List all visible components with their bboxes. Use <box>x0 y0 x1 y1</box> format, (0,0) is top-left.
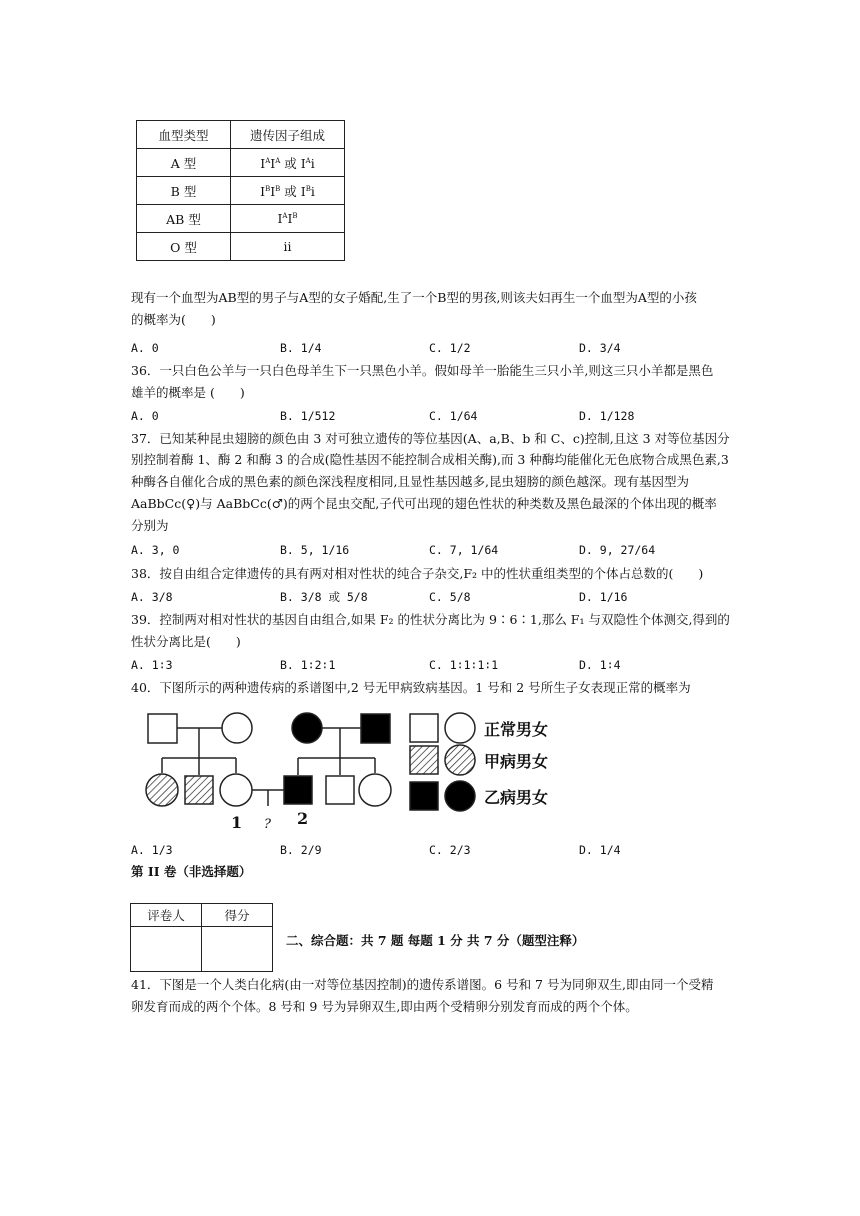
unknown-child-label: ? <box>264 817 271 832</box>
q41-text-line1: 41．下图是一个人类白化病(由一对等位基因控制)的遗传系谱图。6 号和 7 号为同卵双生,即由同一个受精 <box>131 977 714 992</box>
table-row <box>137 233 345 261</box>
q36-option-d: D. 1/128 <box>579 409 635 423</box>
q36-text-line1: 36．一只白色公羊与一只白色母羊生下一只黑色小羊。假如母羊一胎能生三只小羊,则这三只小羊都是黑色 <box>131 363 714 378</box>
q35-text-line2: 的概率为( ) <box>131 312 216 327</box>
blood-type-cell: A 型 <box>137 149 231 177</box>
blood-type-cell: AB 型 <box>137 205 231 233</box>
q35-option-c: C. 1/2 <box>429 341 471 355</box>
q37-text-line2: 别控制着酶 1、酶 2 和酶 3 的合成(隐性基因不能控制合成相关酶),而 3 种酶均能催化无色底物合成黑色素,3 <box>131 452 729 467</box>
grader-header: 评卷人 <box>131 904 202 927</box>
q37-option-c: C. 7, 1/64 <box>429 543 499 557</box>
score-table <box>130 903 273 972</box>
normal-female-symbol <box>222 713 252 743</box>
q35-text-line1: 现有一个血型为AB型的男子与A型的女子婚配,生了一个B型的男孩,则该夫妇再生一个血型为A型的小孩 <box>131 290 697 305</box>
q37-option-b: B. 5, 1/16 <box>280 543 350 557</box>
legend-disease-b-female <box>445 781 475 811</box>
score-header: 得分 <box>202 904 273 927</box>
q39-text-line1: 39．控制两对相对性状的基因自由组合,如果 F₂ 的性状分离比为 9∶6∶1,那么 F₁ 与双隐性个体测交,得到的 <box>131 612 730 627</box>
q40-option-b: B. 2/9 <box>280 843 322 857</box>
q37-text-line1: 37．已知某种昆虫翅膀的颜色由 3 对可独立遗传的等位基因(A、a,B、b 和 C、c)控制,且这 3 对等位基因分 <box>131 431 730 446</box>
table-header: 血型类型 <box>137 121 231 149</box>
score-cell <box>202 927 273 972</box>
score-entry-row <box>131 927 273 972</box>
blood-type-cell: O 型 <box>137 233 231 261</box>
q36-option-b: B. 1/512 <box>280 409 336 423</box>
q35-option-d: D. 3/4 <box>579 341 621 355</box>
legend-normal-male <box>410 714 438 742</box>
q36-text-line2: 雄羊的概率是 ( ) <box>131 385 245 400</box>
blood-type-cell: B 型 <box>137 177 231 205</box>
disease-a-female-symbol <box>146 774 178 806</box>
q39-option-b: B. 1∶2∶1 <box>280 658 336 672</box>
table-header-row <box>137 121 345 149</box>
gene-cell: $I^AI^A$ 或 $I^Ai$ <box>231 149 345 177</box>
legend-disease-a-male <box>410 746 438 774</box>
q37-option-a: A. 3, 0 <box>131 543 180 557</box>
gene-cell: ii <box>231 233 345 261</box>
q38-option-d: D. 1/16 <box>579 590 628 604</box>
q38-option-b: B. 3/8 或 5/8 <box>280 590 368 604</box>
q36-option-c: C. 1/64 <box>429 409 478 423</box>
legend-disease-b-male <box>410 782 438 810</box>
q41-text-line2: 卵发育而成的两个个体。8 号和 9 号为异卵双生,即由两个受精卵分别发育而成的两个个体。 <box>131 999 638 1014</box>
legend-disease-a-female <box>445 745 475 775</box>
q39-option-d: D. 1∶4 <box>579 658 621 672</box>
q37-text-line3: 种酶各自催化合成的黑色素的颜色深浅程度相同,且显性基因越多,昆虫翅膀的颜色越深。现有基因型为 <box>131 474 689 489</box>
section-heading: 二、综合题：共 7 题 每题 1 分 共 7 分（题型注释） <box>286 933 585 948</box>
male-2-symbol <box>284 776 312 804</box>
q39-text-line2: 性状分离比是( ) <box>131 634 241 649</box>
individual-2-label: 2 <box>297 809 309 828</box>
disease-b-female-symbol <box>292 713 322 743</box>
q35-option-a: A. 0 <box>131 341 159 355</box>
q36-option-a: A. 0 <box>131 409 159 423</box>
q38-text-line1: 38．按自由组合定律遗传的具有两对相对性状的纯合子杂交,F₂ 中的性状重组类型的个体占总数的( ) <box>131 566 704 581</box>
q39-option-a: A. 1∶3 <box>131 658 173 672</box>
legend-disease-b-label: 乙病男女 <box>484 788 549 807</box>
table-row <box>137 149 345 177</box>
q40-option-c: C. 2/3 <box>429 843 471 857</box>
legend-disease-a-label: 甲病男女 <box>484 752 549 771</box>
legend-normal-label: 正常男女 <box>484 720 549 739</box>
q39-option-c: C. 1∶1∶1∶1 <box>429 658 499 672</box>
gene-cell: $I^AI^B$ <box>231 205 345 233</box>
individual-1-label: 1 <box>231 813 243 832</box>
blood-type-table <box>136 120 345 261</box>
q40-option-a: A. 1/3 <box>131 843 173 857</box>
q37-text-line4: AaBbCc(♀)与 AaBbCc(♂)的两个昆虫交配,子代可出现的翅色性状的种类数及黑色最深的个体出现的概率 <box>131 496 717 511</box>
pedigree-legend <box>410 713 548 811</box>
q37-text-line5: 分别为 <box>131 518 169 533</box>
pedigree-diagram <box>140 710 600 835</box>
q38-option-c: C. 5/8 <box>429 590 471 604</box>
grader-cell <box>131 927 202 972</box>
disease-a-male-symbol <box>185 776 213 804</box>
normal-male-symbol <box>326 776 354 804</box>
q40-text-line1: 40．下图所示的两种遗传病的系谱图中,2 号无甲病致病基因。1 号和 2 号所生子女表现正常的概率为 <box>131 680 691 695</box>
legend-normal-female <box>445 713 475 743</box>
table-row <box>137 177 345 205</box>
normal-female-symbol <box>359 774 391 806</box>
section-title: 第 II 卷（非选择题） <box>131 864 252 879</box>
gene-cell: $I^BI^B$ 或 $I^Bi$ <box>231 177 345 205</box>
female-1-symbol <box>220 774 252 806</box>
table-row <box>137 205 345 233</box>
table-header: 遗传因子组成 <box>231 121 345 149</box>
q40-option-d: D. 1/4 <box>579 843 621 857</box>
q37-option-d: D. 9, 27/64 <box>579 543 656 557</box>
q35-option-b: B. 1/4 <box>280 341 322 355</box>
score-header-row <box>131 904 273 927</box>
q38-option-a: A. 3/8 <box>131 590 173 604</box>
disease-b-male-symbol <box>361 714 390 743</box>
normal-male-symbol <box>148 714 177 743</box>
